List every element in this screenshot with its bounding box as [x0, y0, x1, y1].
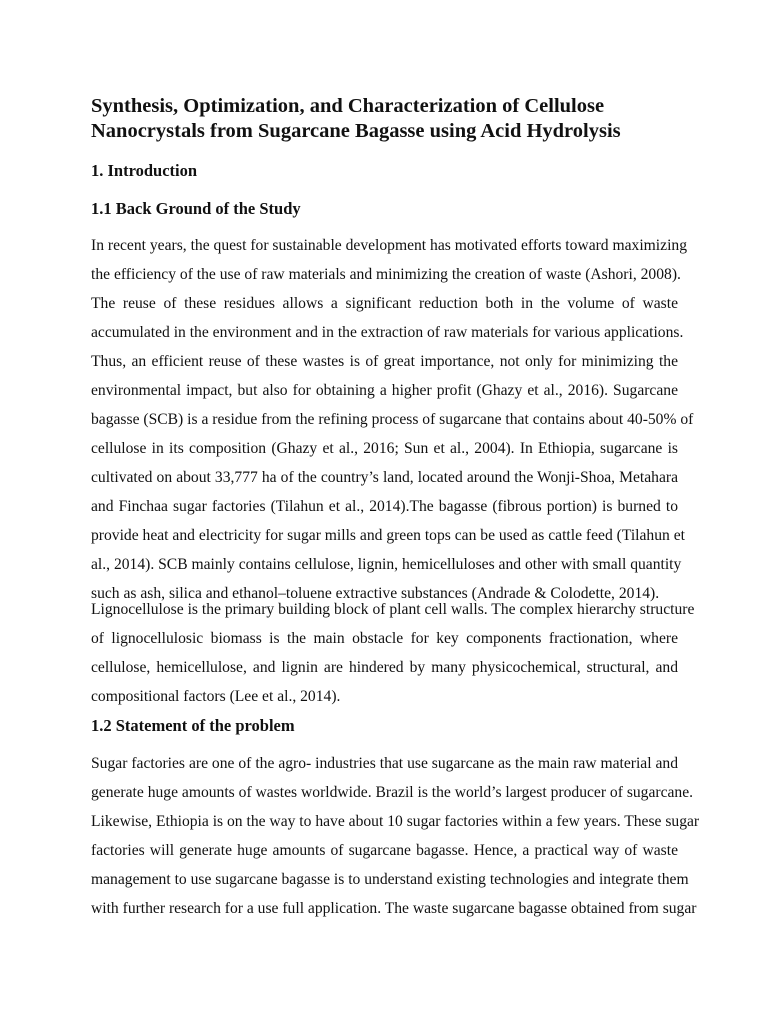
text-line: of lignocellulosic biomass is the main obstacle for key components fractionation, where [91, 630, 678, 647]
paragraph-problem [91, 749, 700, 923]
text-line: Thus, an efficient reuse of these wastes is of great importance, not only for minimizing the [91, 353, 678, 370]
text-line: accumulated in the environment and in the extraction of raw materials for various applications. [91, 324, 684, 341]
text-line: Sugar factories are one of the agro- industries that use sugarcane as the main raw material and [91, 755, 678, 772]
text-line: cultivated on about 33,777 ha of the country’s land, located around the Wonji-Shoa, Metahara [91, 469, 678, 486]
heading-problem-statement: 1.2 Statement of the problem [91, 716, 295, 735]
text-line: compositional factors (Lee et al., 2014). [91, 688, 341, 705]
paragraph-lignocellulose [91, 595, 695, 711]
text-line: management to use sugarcane bagasse is to understand existing technologies and integrate them [91, 871, 689, 888]
text-line: with further research for a use full application. The waste sugarcane bagasse obtained from sugar [91, 900, 697, 917]
text-line: In recent years, the quest for sustainable development has motivated efforts toward maximizing [91, 237, 687, 254]
text-line: environmental impact, but also for obtaining a higher profit (Ghazy et al., 2016). Sugarcane [91, 382, 678, 399]
text-line: Lignocellulose is the primary building block of plant cell walls. The complex hierarchy structure [91, 601, 695, 618]
title-line: Synthesis, Optimization, and Characterization of Cellulose [91, 95, 605, 117]
heading-introduction: 1. Introduction [91, 161, 198, 180]
text-line: such as ash, silica and ethanol–toluene extractive substances (Andrade & Colodette, 2014). [91, 585, 660, 602]
text-line: The reuse of these residues allows a significant reduction both in the volume of waste [91, 295, 678, 312]
text-line: generate huge amounts of wastes worldwide. Brazil is the world’s largest producer of sugarcane. [91, 784, 694, 801]
text-line: provide heat and electricity for sugar mills and green tops can be used as cattle feed (Tilahun et [91, 527, 685, 544]
text-line: factories will generate huge amounts of sugarcane bagasse. Hence, a practical way of waste [91, 842, 678, 859]
text-line: cellulose in its composition (Ghazy et al., 2016; Sun et al., 2004). In Ethiopia, sugarcane is [91, 440, 678, 457]
document-title [91, 94, 678, 144]
text-line: al., 2014). SCB mainly contains cellulose, lignin, hemicelluloses and other with small quantity [91, 556, 682, 573]
text-line: Likewise, Ethiopia is on the way to have about 10 sugar factories within a few years. These sugar [91, 813, 700, 830]
text-line: bagasse (SCB) is a residue from the refining process of sugarcane that contains about 40-50% of [91, 411, 694, 428]
text-line: cellulose, hemicellulose, and lignin are hindered by many physicochemical, structural, and [91, 659, 678, 676]
text-line: and Finchaa sugar factories (Tilahun et al., 2014).The bagasse (fibrous portion) is burned to [91, 498, 678, 515]
heading-background: 1.1 Back Ground of the Study [91, 199, 301, 218]
title-line: Nanocrystals from Sugarcane Bagasse using Acid Hydrolysis [91, 120, 621, 142]
paragraph-background [91, 231, 694, 608]
text-line: the efficiency of the use of raw materials and minimizing the creation of waste (Ashori, 2008). [91, 266, 681, 283]
